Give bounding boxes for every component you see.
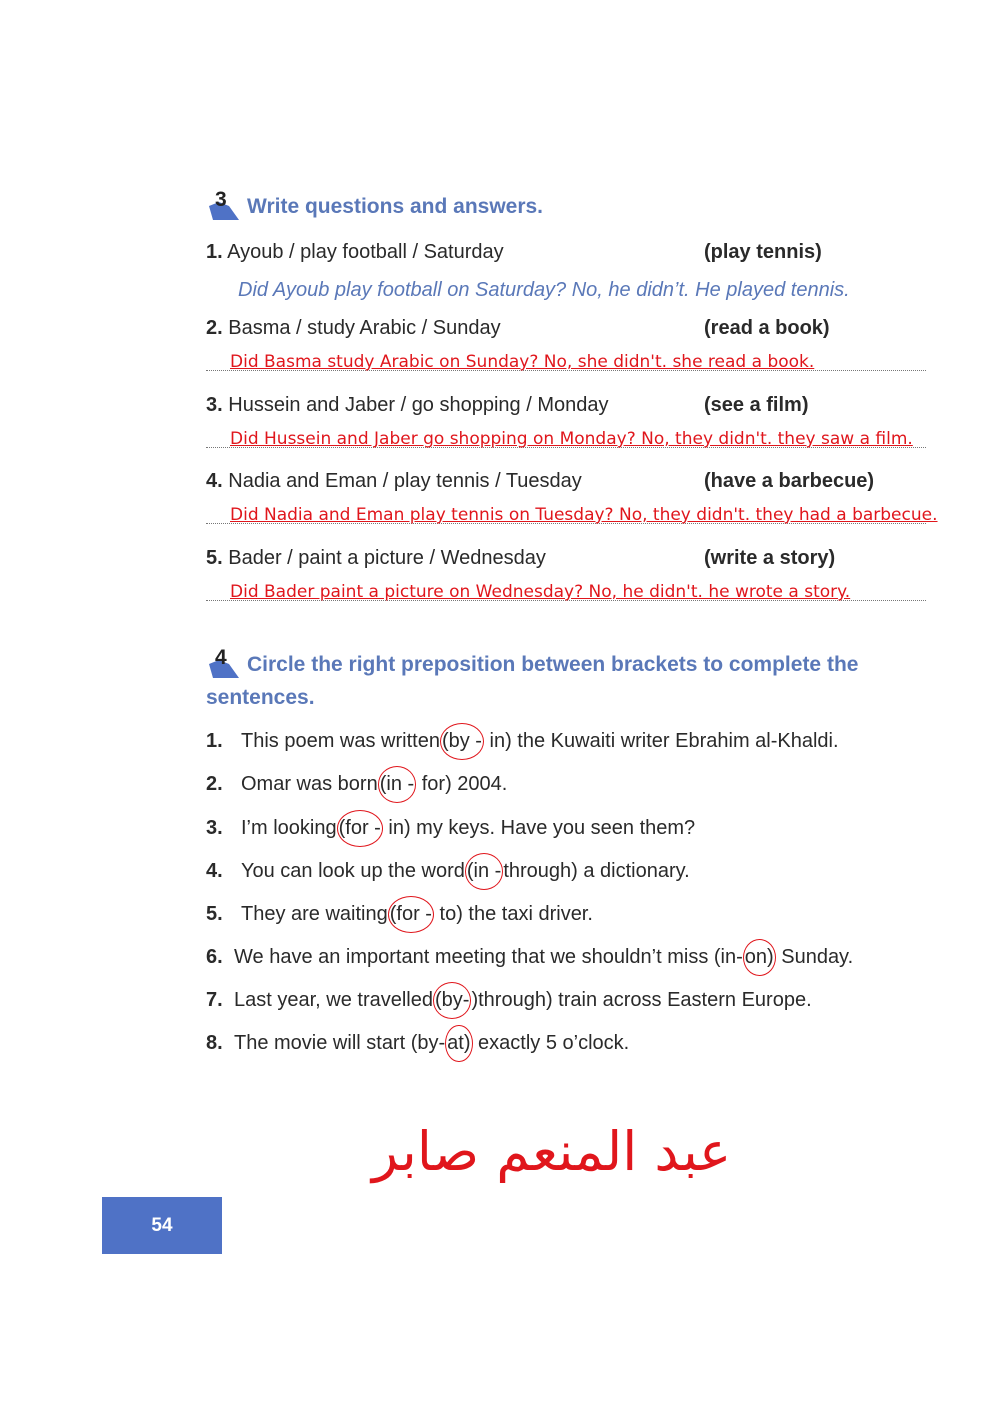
circled-answer: at): [445, 1025, 472, 1062]
sentence-before: Omar was born: [241, 773, 378, 795]
sentence-after: in) the Kuwaiti writer Ebrahim al-Khaldi.: [483, 730, 839, 752]
handwritten-answer: Did Nadia and Eman play tennis on Tuesday? No, they didn't. they had a barbecue.: [230, 505, 938, 525]
item-prompt: Bader / paint a picture / Wednesday: [228, 547, 546, 569]
circled-answer: (by-: [433, 982, 471, 1019]
exercise-sentence: [234, 946, 853, 969]
item-number: 2.: [206, 773, 223, 795]
item-number: 4.: [206, 470, 223, 492]
handwritten-answer: Did Basma study Arabic on Sunday? No, she didn't. she read a book.: [230, 352, 815, 372]
sentence-before: You can look up the word: [241, 860, 465, 882]
sentence-after: through) a dictionary.: [503, 860, 690, 882]
circled-answer: (for -: [388, 896, 434, 933]
item-hint: (write a story): [704, 547, 836, 569]
exercise-item: [206, 241, 504, 264]
exercise-number: 3: [215, 188, 227, 211]
exercise-sentence: [241, 817, 695, 840]
item-hint: (see a film): [704, 394, 809, 416]
exercise-item: [206, 547, 546, 570]
item-prompt: Nadia and Eman / play tennis / Tuesday: [228, 470, 582, 492]
exercise-4-title-cont: sentences.: [206, 686, 315, 709]
exercise-4-badge: [207, 646, 241, 680]
item-number: 1.: [206, 730, 223, 752]
sentence-before: This poem was written: [241, 730, 440, 752]
exercise-number: 4: [215, 646, 227, 669]
item-prompt: Basma / study Arabic / Sunday: [228, 317, 501, 339]
item-number: 5.: [206, 903, 223, 925]
item-prompt: Ayoub / play football / Saturday: [227, 241, 504, 263]
circled-answer: (in -: [378, 766, 416, 803]
item-hint: (read a book): [704, 317, 830, 339]
item-prompt: Hussein and Jaber / go shopping / Monday: [228, 394, 609, 416]
exercise-4-title: Circle the right preposition between brackets to complete the: [247, 653, 859, 676]
circled-answer: (by -: [440, 723, 484, 760]
exercise-3-badge: [207, 188, 241, 222]
exercise-sentence: [241, 860, 690, 883]
page-number: 54: [102, 1197, 222, 1254]
exercise-sentence: [234, 989, 812, 1012]
sentence-before: We have an important meeting that we shouldn’t miss (in-: [234, 946, 743, 968]
sentence-before: They are waiting: [241, 903, 388, 925]
item-number: 4.: [206, 860, 223, 882]
sentence-after: Sunday.: [775, 946, 854, 968]
sentence-before: Last year, we travelled: [234, 989, 433, 1011]
sentence-after: for) 2004.: [416, 773, 508, 795]
sentence-after: )through) train across Eastern Europe.: [471, 989, 812, 1011]
item-number: 5.: [206, 547, 223, 569]
exercise-sentence: [241, 730, 839, 753]
item-number: 3.: [206, 394, 223, 416]
item-number: 2.: [206, 317, 223, 339]
circled-answer: (in -: [465, 853, 503, 890]
sentence-after: in) my keys. Have you seen them?: [382, 817, 696, 839]
item-hint: (have a barbecue): [704, 470, 875, 492]
handwritten-answer: Did Hussein and Jaber go shopping on Monday? No, they didn't. they saw a film.: [230, 429, 913, 449]
sentence-after: to) the taxi driver.: [433, 903, 593, 925]
exercise-item: [206, 394, 609, 417]
exercise-sentence: [241, 773, 507, 796]
item-number: 1.: [206, 241, 223, 263]
exercise-sentence: [241, 903, 593, 926]
exercise-sentence: [234, 1032, 629, 1055]
item-hint: (play tennis): [704, 241, 822, 263]
item-number: 7.: [206, 989, 223, 1011]
circled-answer: on): [743, 939, 776, 976]
signature: عبد المنعم صابر: [372, 1120, 732, 1183]
circled-answer: (for -: [337, 810, 383, 847]
sentence-after: exactly 5 o’clock.: [472, 1032, 630, 1054]
exercise-item: [206, 317, 501, 340]
handwritten-answer: Did Bader paint a picture on Wednesday? No, he didn't. he wrote a story.: [230, 582, 851, 602]
model-answer: Did Ayoub play football on Saturday? No, he didn’t. He played tennis.: [238, 279, 850, 301]
sentence-before: I’m looking: [241, 817, 337, 839]
sentence-before: The movie will start (by-: [234, 1032, 446, 1054]
item-number: 6.: [206, 946, 223, 968]
exercise-item: [206, 470, 582, 493]
item-number: 8.: [206, 1032, 223, 1054]
exercise-3-title: Write questions and answers.: [247, 195, 544, 218]
item-number: 3.: [206, 817, 223, 839]
